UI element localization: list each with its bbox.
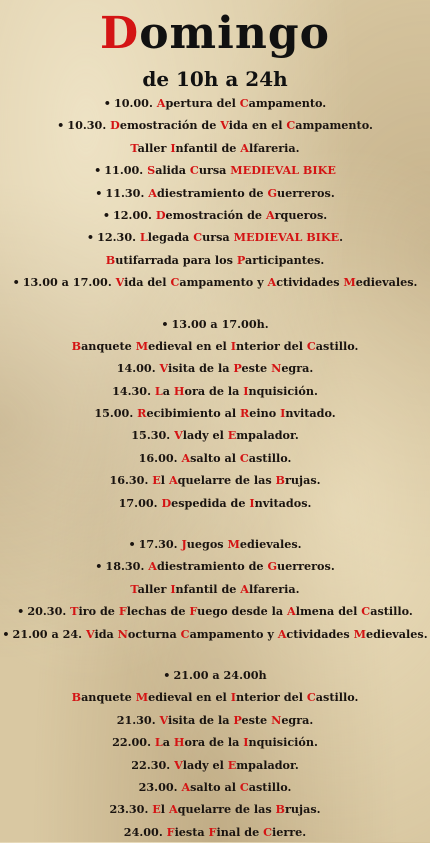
highlight-text: G: [267, 185, 277, 200]
item-text: ctividades: [286, 626, 354, 641]
highlight-text: G: [267, 559, 277, 574]
highlight-text: M: [135, 338, 149, 353]
item-text: lady el: [182, 428, 228, 443]
highlight-text: I: [243, 383, 249, 398]
highlight-text: B: [105, 252, 116, 267]
item-text: isita de la: [168, 712, 234, 727]
schedule-item: [0, 92, 430, 114]
item-text: egra.: [281, 361, 314, 376]
highlight-text: E: [227, 757, 237, 772]
item-text: edieval en el: [148, 338, 231, 353]
item-text: ctividades: [276, 275, 344, 290]
item-text: 22.30.: [131, 757, 175, 772]
highlight-text: C: [361, 604, 371, 619]
highlight-text: A: [277, 626, 287, 641]
item-text: inal de: [216, 824, 264, 839]
highlight-text: R: [137, 406, 147, 421]
item-text: nquisición.: [248, 383, 318, 398]
highlight-text: A: [181, 779, 191, 794]
highlight-text: N: [117, 626, 128, 641]
item-text: ampamento.: [295, 118, 373, 133]
item-text: aller: [137, 581, 171, 596]
item-text: uegos: [186, 537, 228, 552]
item-text: astillo.: [315, 338, 359, 353]
item-text: l: [160, 473, 169, 488]
item-text: edievales.: [239, 537, 302, 552]
bullet-icon: •: [161, 316, 169, 331]
highlight-text: H: [173, 383, 185, 398]
highlight-text: V: [85, 626, 95, 641]
highlight-text: N: [271, 712, 282, 727]
item-text: iesta: [174, 824, 209, 839]
highlight-text: A: [156, 96, 166, 110]
item-text: ida en el: [228, 118, 287, 133]
item-text: iro de: [78, 604, 119, 619]
item-text: ampamento.: [248, 96, 327, 110]
highlight-text: A: [148, 559, 157, 574]
bullet-icon: •: [95, 185, 103, 200]
highlight-text: I: [249, 495, 255, 510]
highlight-text: M: [227, 537, 240, 552]
highlight-text: L: [139, 230, 148, 245]
item-text: 17.30.: [138, 537, 182, 552]
highlight-text: M: [135, 690, 149, 705]
bullet-icon: •: [94, 163, 102, 178]
page-title: [0, 6, 430, 62]
item-text: edievales.: [355, 275, 418, 290]
highlight-text: A: [267, 275, 277, 290]
item-text: 15.00.: [94, 406, 138, 421]
highlight-text: A: [168, 802, 178, 817]
highlight-text: F: [166, 824, 175, 839]
highlight-text: C: [189, 163, 199, 178]
schedule-item: [0, 623, 430, 645]
highlight-text: C: [239, 96, 249, 110]
highlight-text: A: [148, 185, 157, 200]
item-text: uerreros.: [277, 185, 335, 200]
item-text: ampamento y: [189, 626, 278, 641]
schedule-item: [0, 226, 430, 248]
item-text: espedida de: [171, 495, 250, 510]
highlight-text: V: [220, 118, 229, 133]
highlight-text: F: [118, 604, 127, 619]
item-text: ora de la: [184, 383, 244, 398]
bullet-icon: •: [2, 626, 10, 641]
schedule-item: [0, 335, 430, 357]
item-text: articipantes.: [244, 252, 325, 267]
item-text: 14.30.: [112, 383, 155, 398]
item-text: 13.00 a 17.00h.: [171, 316, 269, 331]
item-text: a: [162, 735, 174, 750]
item-text: diestramiento de: [156, 559, 268, 574]
highlight-text: A: [240, 581, 249, 596]
highlight-text: D: [110, 118, 120, 133]
item-text: 11.30.: [105, 185, 149, 200]
item-text: 10.00.: [113, 96, 157, 110]
item-text: l: [160, 802, 169, 817]
schedule-item: [0, 686, 430, 708]
item-text: nterior del: [235, 338, 307, 353]
item-text: 14.00.: [116, 361, 160, 376]
highlight-text: H: [173, 735, 185, 750]
highlight-text: M: [353, 626, 366, 641]
schedule-item: [0, 664, 430, 686]
highlight-text: C: [306, 338, 316, 353]
schedule-item: [0, 380, 430, 402]
highlight-text: C: [239, 450, 249, 465]
item-text: astillo.: [370, 604, 413, 619]
schedule-item: [0, 447, 430, 469]
highlight-text: C: [180, 626, 190, 641]
highlight-text: C: [239, 779, 249, 794]
item-text: nterior del: [235, 690, 307, 705]
schedule-item: [0, 137, 430, 159]
highlight-text: E: [227, 428, 237, 443]
item-text: astillo.: [248, 779, 292, 794]
bullet-icon: •: [57, 118, 65, 133]
item-text: 20.30.: [27, 604, 71, 619]
highlight-text: V: [174, 428, 183, 443]
item-text: edieval en el: [148, 690, 231, 705]
item-text: legada: [147, 230, 194, 245]
item-text: alida: [155, 163, 190, 178]
item-text: lady el: [182, 757, 228, 772]
highlight-text: A: [287, 604, 296, 619]
item-text: emostración de: [165, 207, 266, 222]
item-text: 15.30.: [131, 428, 175, 443]
item-text: 16.00.: [138, 450, 182, 465]
item-text: quelarre de las: [177, 802, 276, 817]
schedule-item: [0, 776, 430, 798]
highlight-text: V: [159, 712, 168, 727]
schedule-item: [0, 114, 430, 136]
highlight-text: I: [280, 406, 286, 421]
schedule-item: [0, 731, 430, 753]
schedule-item: [0, 754, 430, 776]
item-text: 24.00.: [123, 824, 167, 839]
item-text: 12.00.: [112, 207, 156, 222]
item-text: diestramiento de: [156, 185, 268, 200]
highlight-text: B: [71, 338, 82, 353]
bullet-icon: •: [103, 96, 111, 110]
highlight-text: MEDIEVAL BIKE: [230, 163, 336, 178]
highlight-text: A: [265, 207, 275, 222]
item-text: 10.30.: [67, 118, 111, 133]
item-text: astillo.: [248, 450, 292, 465]
schedule-item: [0, 313, 430, 335]
item-text: .: [339, 230, 344, 245]
item-text: ora de la: [184, 735, 244, 750]
schedule-item: [0, 182, 430, 204]
item-text: rujas.: [285, 473, 321, 488]
item-text: este: [241, 712, 272, 727]
highlight-text: F: [208, 824, 217, 839]
item-text: a: [162, 383, 174, 398]
schedule-item: [0, 798, 430, 820]
item-text: lfareria.: [248, 140, 300, 155]
schedule-item: [0, 249, 430, 271]
highlight-text: D: [155, 207, 166, 222]
item-text: lmena del: [295, 604, 362, 619]
highlight-text: E: [152, 802, 161, 817]
item-text: isita de la: [168, 361, 234, 376]
item-text: 11.00.: [104, 163, 148, 178]
bullet-icon: •: [12, 275, 20, 290]
schedule-item: [0, 424, 430, 446]
highlight-text: C: [170, 275, 180, 290]
schedule-item: [0, 555, 430, 577]
item-text: aller: [137, 140, 171, 155]
item-text: pertura del: [165, 96, 240, 110]
schedule-item: [0, 159, 430, 181]
highlight-text: C: [263, 824, 273, 839]
schedule-item: [0, 357, 430, 379]
highlight-text: B: [71, 690, 82, 705]
item-text: 21.00 a 24.: [12, 626, 86, 641]
item-text: edievales.: [366, 626, 428, 641]
highlight-text: B: [275, 473, 286, 488]
schedule-item: [0, 533, 430, 555]
title-initial: D: [100, 8, 140, 59]
highlight-text: I: [230, 690, 236, 705]
item-text: uerreros.: [277, 559, 335, 574]
item-text: rqueros.: [274, 207, 328, 222]
item-text: octurna: [127, 626, 181, 641]
item-text: 21.30.: [116, 712, 160, 727]
highlight-text: B: [275, 802, 286, 817]
item-text: mpalador.: [236, 428, 299, 443]
bullet-icon: •: [95, 559, 103, 574]
highlight-text: I: [243, 735, 249, 750]
item-text: 13.00 a 17.00.: [22, 275, 116, 290]
item-text: anquete: [81, 690, 136, 705]
highlight-text: T: [130, 581, 138, 596]
highlight-text: N: [271, 361, 282, 376]
schedule-item: [0, 204, 430, 226]
highlight-text: P: [233, 712, 242, 727]
item-text: ida: [94, 626, 118, 641]
item-text: ursa: [198, 163, 231, 178]
highlight-text: J: [181, 537, 187, 552]
highlight-text: V: [159, 361, 168, 376]
item-text: lfareria.: [248, 581, 300, 596]
item-text: 23.30.: [109, 802, 153, 817]
item-text: nfantil de: [175, 140, 241, 155]
item-text: egra.: [281, 712, 314, 727]
highlight-text: T: [70, 604, 79, 619]
item-text: nquisición.: [248, 735, 318, 750]
schedule-list: [0, 92, 430, 843]
item-text: astillo.: [315, 690, 359, 705]
item-text: este: [241, 361, 272, 376]
bullet-icon: •: [17, 604, 25, 619]
highlight-text: E: [152, 473, 161, 488]
schedule-item: [0, 469, 430, 491]
item-text: 12.30.: [97, 230, 140, 245]
schedule-item: [0, 492, 430, 514]
highlight-text: R: [239, 406, 250, 421]
highlight-text: T: [130, 140, 138, 155]
schedule-item: [0, 402, 430, 424]
item-text: 18.30.: [105, 559, 149, 574]
item-text: mpalador.: [236, 757, 299, 772]
highlight-text: I: [170, 140, 176, 155]
item-text: emostración de: [119, 118, 221, 133]
item-text: 21.00 a 24.00h: [173, 667, 267, 682]
highlight-text: V: [174, 757, 183, 772]
highlight-text: M: [343, 275, 356, 290]
item-text: 17.00.: [118, 495, 162, 510]
item-text: ecibimiento al: [146, 406, 240, 421]
highlight-text: I: [170, 581, 176, 596]
schedule-item: [0, 578, 430, 600]
highlight-text: D: [161, 495, 172, 510]
highlight-text: I: [230, 338, 236, 353]
bullet-icon: •: [128, 537, 136, 552]
page-subtitle: de 10h a 24h: [142, 67, 288, 91]
item-text: nfantil de: [175, 581, 241, 596]
item-text: utifarrada para los: [115, 252, 237, 267]
item-text: 16.30.: [109, 473, 153, 488]
highlight-text: C: [193, 230, 203, 245]
highlight-text: A: [168, 473, 178, 488]
item-text: rujas.: [285, 802, 321, 817]
bullet-icon: •: [86, 230, 95, 245]
item-text: eino: [249, 406, 281, 421]
highlight-text: L: [154, 735, 163, 750]
schedule-item: [0, 709, 430, 731]
title-rest: omingo: [139, 8, 330, 59]
item-text: salto al: [190, 450, 240, 465]
item-text: lechas de: [126, 604, 190, 619]
highlight-text: C: [286, 118, 296, 133]
highlight-text: S: [147, 163, 156, 178]
bullet-icon: •: [102, 207, 110, 222]
item-text: nvitados.: [254, 495, 312, 510]
highlight-text: V: [115, 275, 125, 290]
schedule-item: [0, 600, 430, 622]
item-text: uego desde la: [197, 604, 288, 619]
highlight-text: A: [240, 140, 249, 155]
item-text: ida del: [124, 275, 171, 290]
highlight-text: A: [181, 450, 191, 465]
item-text: ampamento y: [179, 275, 268, 290]
schedule-item: [0, 821, 430, 843]
item-text: ursa: [202, 230, 234, 245]
item-text: anquete: [81, 338, 136, 353]
item-text: nvitado.: [285, 406, 336, 421]
highlight-text: L: [154, 383, 163, 398]
highlight-text: P: [233, 361, 242, 376]
item-text: ierre.: [272, 824, 307, 839]
highlight-text: MEDIEVAL BIKE: [233, 230, 340, 245]
item-text: 22.00.: [112, 735, 155, 750]
item-text: quelarre de las: [177, 473, 276, 488]
bullet-icon: •: [163, 667, 171, 682]
item-text: 23.00.: [138, 779, 182, 794]
highlight-text: C: [306, 690, 316, 705]
highlight-text: F: [189, 604, 198, 619]
schedule-item: [0, 271, 430, 293]
highlight-text: P: [236, 252, 245, 267]
item-text: salto al: [190, 779, 240, 794]
